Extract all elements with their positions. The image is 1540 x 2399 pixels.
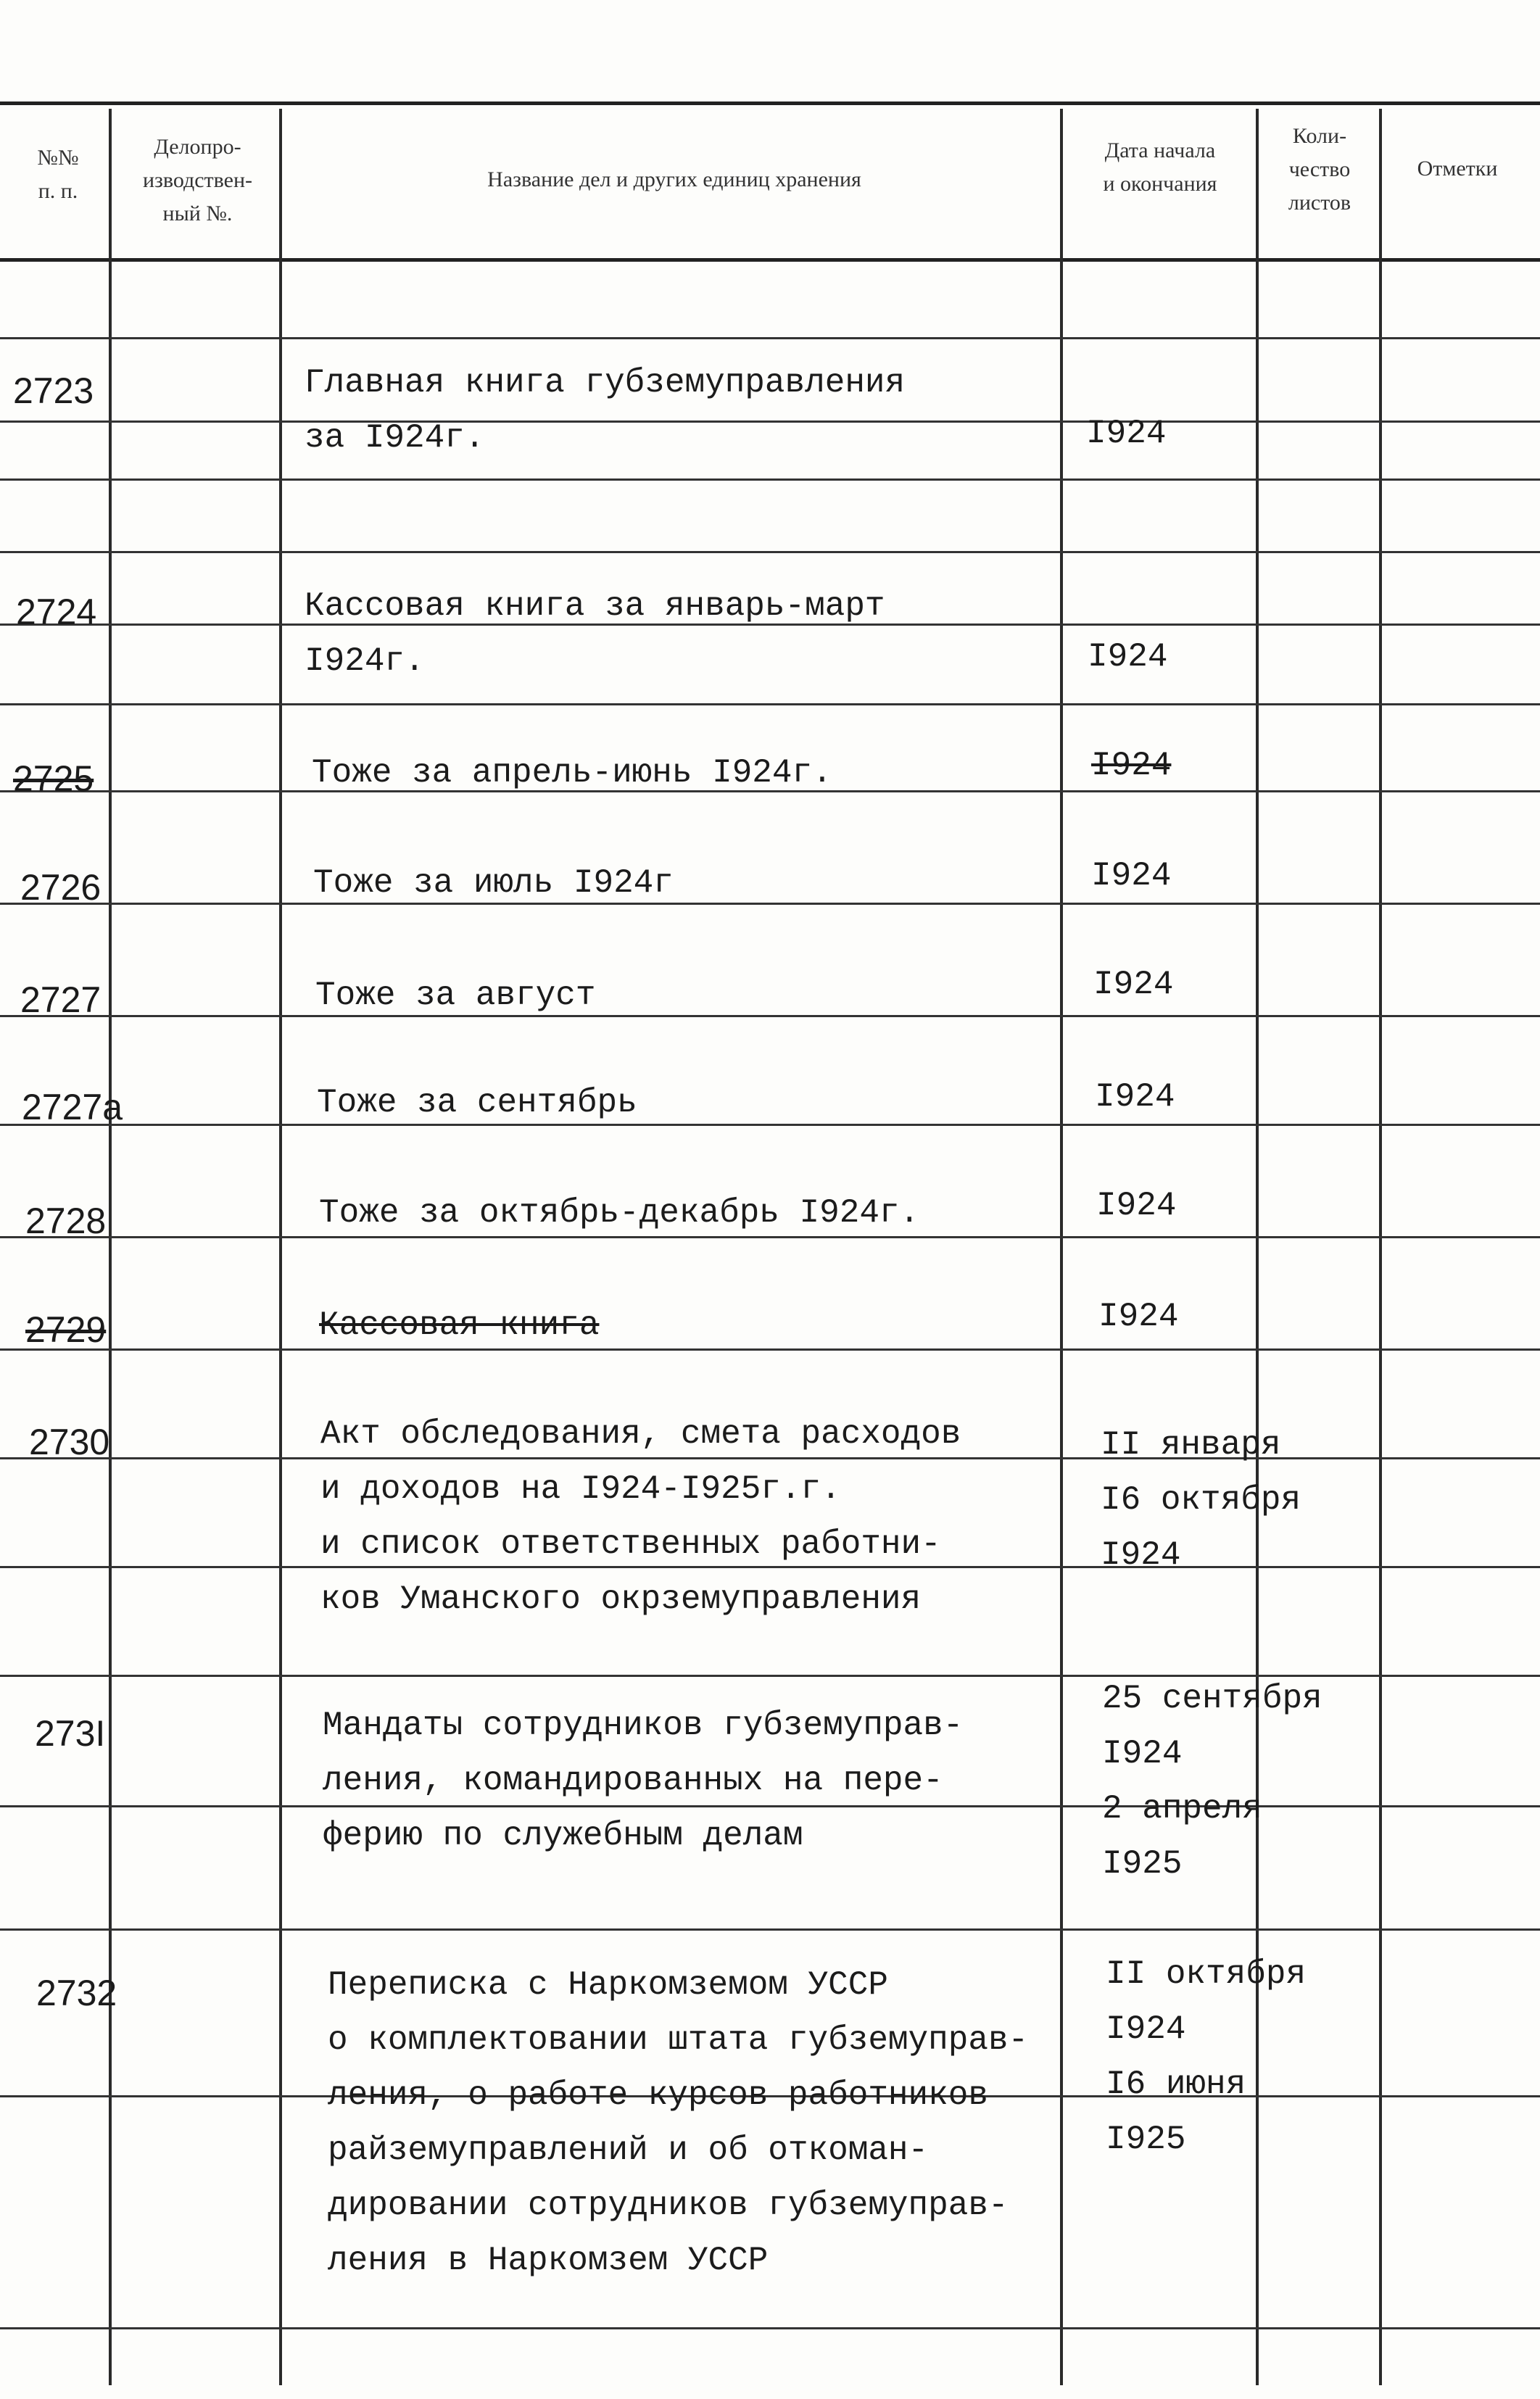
header-bottom-rule bbox=[0, 258, 1540, 262]
row-title: Тоже за август bbox=[315, 977, 596, 1014]
row-dates: I924 bbox=[1086, 415, 1167, 452]
row-dates: I924 bbox=[1096, 1187, 1177, 1225]
row-number: 273I bbox=[35, 1713, 106, 1754]
row-title: Переписка с Наркомземом УССР о комплектовании штата губземуправ- ления, о работе курсов работников райземуправлений и об откоман- дировании сотрудников губземуправ- ления в Наркомзем УССР bbox=[328, 1966, 1029, 2279]
row-rule bbox=[0, 551, 1540, 553]
row-number: 2725 bbox=[13, 758, 94, 799]
row-number: 2727 bbox=[20, 979, 102, 1020]
row-number: 2723 bbox=[13, 370, 94, 411]
row-rule bbox=[0, 1348, 1540, 1351]
row-number: 2732 bbox=[36, 1973, 117, 2013]
row-number: 2726 bbox=[20, 867, 102, 908]
column-divider-2 bbox=[279, 109, 282, 2385]
row-number: 2728 bbox=[25, 1201, 107, 1241]
header-top-rule bbox=[0, 101, 1540, 105]
header-sheet-count: Коли- чество листов bbox=[1288, 124, 1351, 215]
row-dates: I924 bbox=[1098, 1298, 1179, 1335]
row-dates: II января I6 октября I924 bbox=[1101, 1426, 1301, 1574]
header-dates: Дата начала и окончания bbox=[1103, 138, 1217, 196]
row-title: Тоже за сентябрь bbox=[317, 1084, 637, 1122]
header-number: №№ п. п. bbox=[37, 146, 79, 203]
header-title: Название дел и других единиц хранения bbox=[487, 167, 861, 191]
row-dates: I924 bbox=[1091, 747, 1172, 784]
row-number: 2724 bbox=[16, 592, 97, 632]
row-title: Тоже за апрель-июнь I924г. bbox=[312, 754, 832, 792]
row-rule bbox=[0, 478, 1540, 481]
row-title: Главная книга губземуправления за I924г. bbox=[305, 364, 906, 457]
row-title: Акт обследования, смета расходов и доходов на I924-I925г.г. и список ответственных работни- ков Уманского окрземуправления bbox=[320, 1415, 961, 1618]
row-dates: I924 bbox=[1095, 1078, 1175, 1116]
row-title: Мандаты сотрудников губземуправ- ления, командированных на пере- ферию по служебным делам bbox=[323, 1707, 964, 1855]
row-rule bbox=[0, 2327, 1540, 2329]
row-rule bbox=[0, 903, 1540, 905]
row-dates: I924 bbox=[1093, 966, 1174, 1003]
row-dates: 25 сентября I924 2 апреля I925 bbox=[1102, 1680, 1322, 1883]
row-rule bbox=[0, 1015, 1540, 1017]
row-rule bbox=[0, 1124, 1540, 1126]
row-rule bbox=[0, 703, 1540, 705]
row-title: Тоже за октябрь-декабрь I924г. bbox=[319, 1194, 920, 1232]
row-title: Кассовая книга за январь-март I924г. bbox=[305, 587, 885, 680]
row-number: 2729 bbox=[25, 1309, 107, 1350]
row-rule bbox=[0, 1928, 1540, 1931]
row-rule bbox=[0, 337, 1540, 339]
header-office-number: Делопро- изводствен- ный №. bbox=[142, 135, 253, 225]
column-divider-3 bbox=[1060, 109, 1063, 2385]
row-number: 2727а bbox=[22, 1087, 123, 1127]
column-divider-1 bbox=[109, 109, 112, 2385]
row-title: Тоже за июль I924г bbox=[313, 864, 674, 902]
row-number: 2730 bbox=[29, 1422, 110, 1462]
row-dates: I924 bbox=[1088, 638, 1168, 676]
column-divider-5 bbox=[1379, 109, 1382, 2385]
header-notes: Отметки bbox=[1417, 157, 1498, 181]
row-dates: I924 bbox=[1091, 857, 1172, 895]
row-dates: II октября I924 I6 июня I925 bbox=[1106, 1955, 1307, 2158]
row-title: Кассовая книга bbox=[319, 1306, 600, 1344]
